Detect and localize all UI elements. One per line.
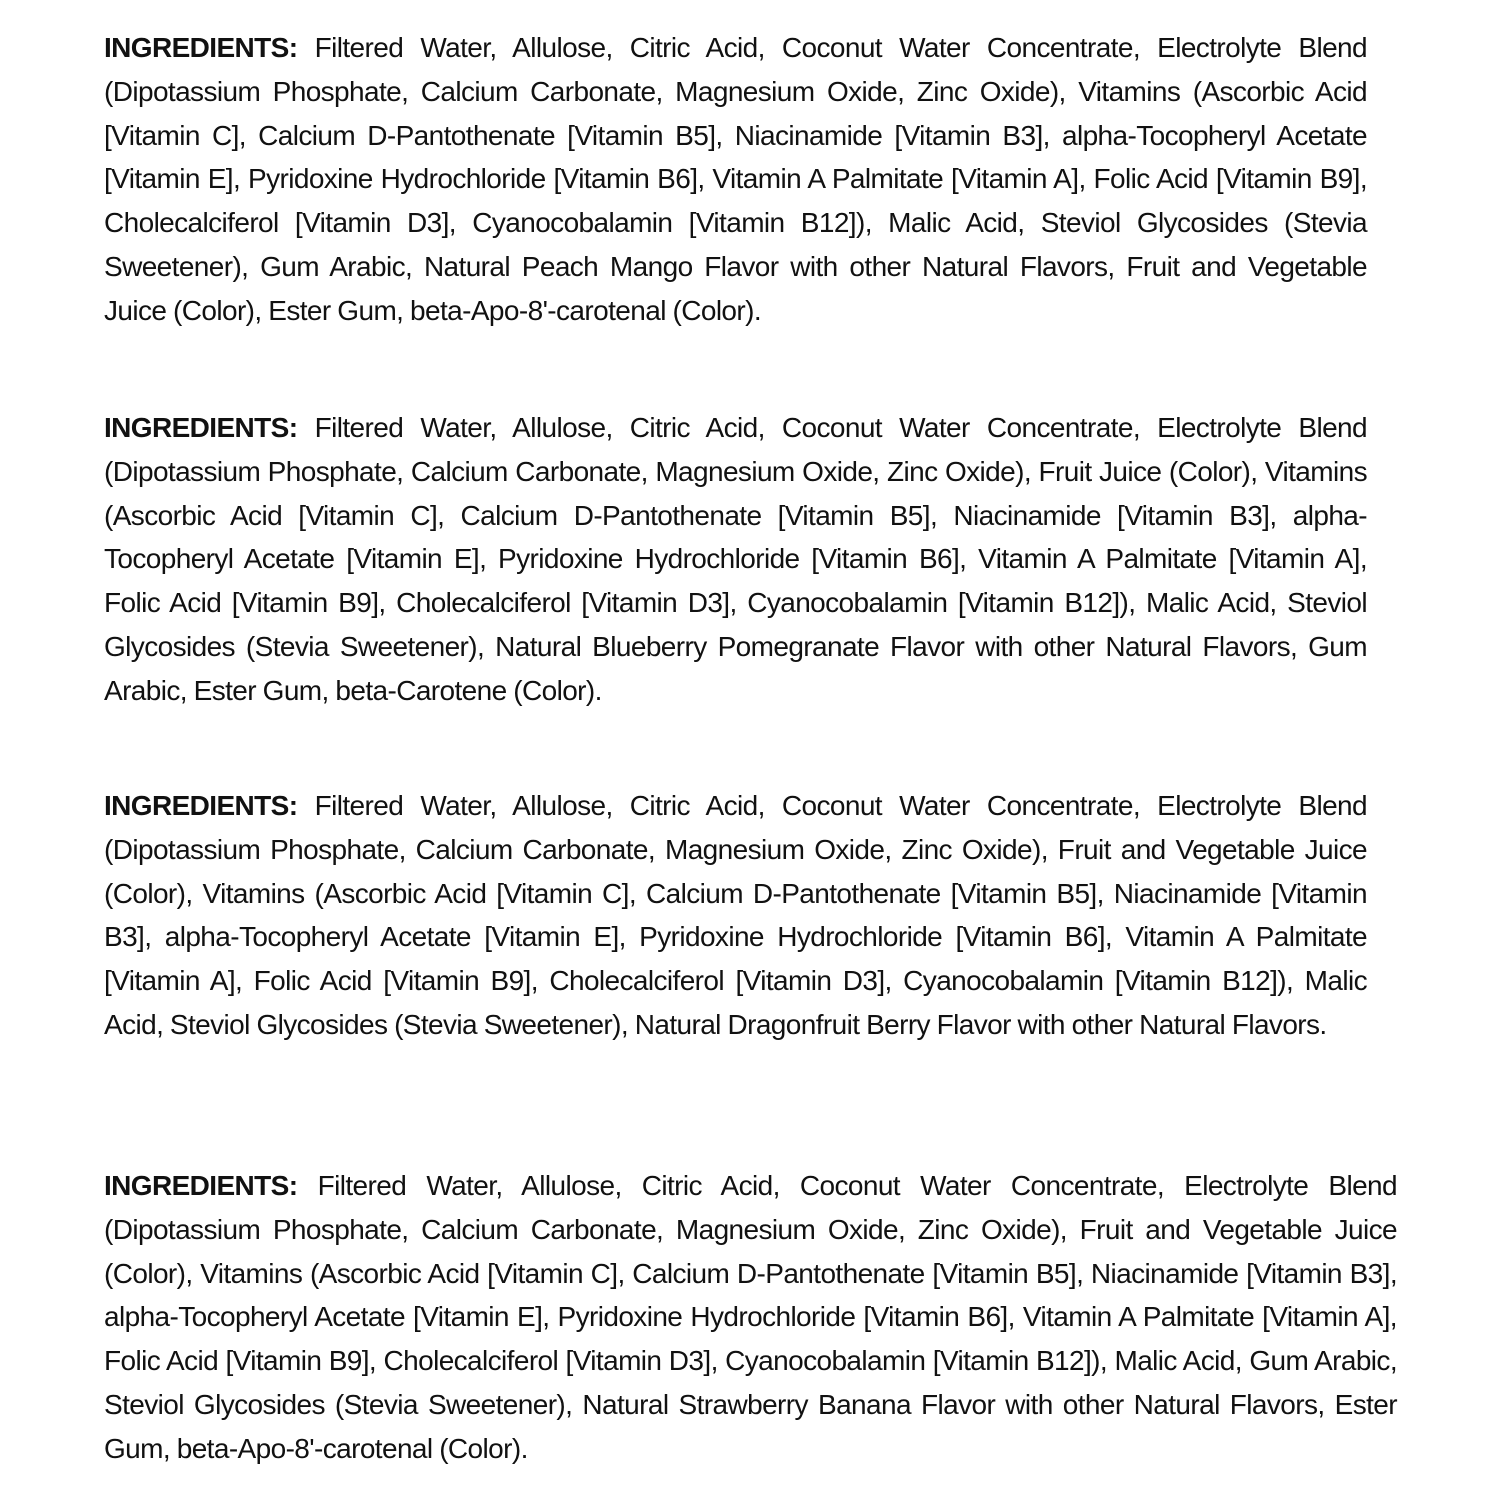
- ingredients-label: INGREDIENTS:: [104, 412, 298, 443]
- ingredients-list: Filtered Water, Allulose, Citric Acid, Coconut Water Concentrate, Electrolyte Blend (Dipotassium Phosphate, Calcium Carbonate, Magnesium Oxide, Zinc Oxide), Fruit and Vegetable Juice (Color), Vitamins (Ascorbic Acid [Vitamin C], Calcium D-Pantothenate [Vitamin B5], Niacinamide [Vitamin B3], alpha-Tocopheryl Acetate [Vitamin E], Pyridoxine Hydrochloride [Vitamin B6], Vitamin A Palmitate [Vitamin A], Folic Acid [Vitamin B9], Cholecalciferol [Vitamin D3], Cyanocobalamin [Vitamin B12]), Malic Acid, Steviol Glycosides (Stevia Sweetener), Natural Dragonfruit Berry Flavor with other Natural Flavors.: [104, 790, 1367, 1040]
- ingredients-list: Filtered Water, Allulose, Citric Acid, Coconut Water Concentrate, Electrolyte Blend (Dipotassium Phosphate, Calcium Carbonate, Magnesium Oxide, Zinc Oxide), Vitamins (Ascorbic Acid [Vitamin C], Calcium D-Pantothenate [Vitamin B5], Niacinamide [Vitamin B3], alpha-Tocopheryl Acetate [Vitamin E], Pyridoxine Hydrochloride [Vitamin B6], Vitamin A Palmitate [Vitamin A], Folic Acid [Vitamin B9], Cholecalciferol [Vitamin D3], Cyanocobalamin [Vitamin B12]), Malic Acid, Steviol Glycosides (Stevia Sweetener), Gum Arabic, Natural Peach Mango Flavor with other Natural Flavors, Fruit and Vegetable Juice (Color), Ester Gum, beta-Apo-8'-carotenal (Color).: [104, 32, 1367, 326]
- ingredients-list: Filtered Water, Allulose, Citric Acid, Coconut Water Concentrate, Electrolyte Blend (Dipotassium Phosphate, Calcium Carbonate, Magnesium Oxide, Zinc Oxide), Fruit and Vegetable Juice (Color), Vitamins (Ascorbic Acid [Vitamin C], Calcium D-Pantothenate [Vitamin B5], Niacinamide [Vitamin B3], alpha-Tocopheryl Acetate [Vitamin E], Pyridoxine Hydrochloride [Vitamin B6], Vitamin A Palmitate [Vitamin A], Folic Acid [Vitamin B9], Cholecalciferol [Vitamin D3], Cyanocobalamin [Vitamin B12]), Malic Acid, Gum Arabic, Steviol Glycosides (Stevia Sweetener), Natural Strawberry Banana Flavor with other Natural Flavors, Ester Gum, beta-Apo-8'-carotenal (Color).: [104, 1170, 1397, 1464]
- ingredients-label: INGREDIENTS:: [104, 1170, 298, 1201]
- ingredients-label: INGREDIENTS:: [104, 790, 298, 821]
- ingredients-block-4: [104, 1164, 1397, 1471]
- ingredients-block-1: [104, 26, 1367, 333]
- ingredients-list: Filtered Water, Allulose, Citric Acid, Coconut Water Concentrate, Electrolyte Blend (Dipotassium Phosphate, Calcium Carbonate, Magnesium Oxide, Zinc Oxide), Fruit Juice (Color), Vitamins (Ascorbic Acid [Vitamin C], Calcium D-Pantothenate [Vitamin B5], Niacinamide [Vitamin B3], alpha-Tocopheryl Acetate [Vitamin E], Pyridoxine Hydrochloride [Vitamin B6], Vitamin A Palmitate [Vitamin A], Folic Acid [Vitamin B9], Cholecalciferol [Vitamin D3], Cyanocobalamin [Vitamin B12]), Malic Acid, Steviol Glycosides (Stevia Sweetener), Natural Blueberry Pomegranate Flavor with other Natural Flavors, Gum Arabic, Ester Gum, beta-Carotene (Color).: [104, 412, 1367, 706]
- ingredients-label: INGREDIENTS:: [104, 32, 298, 63]
- ingredients-block-2: [104, 406, 1367, 713]
- ingredients-block-3: [104, 784, 1367, 1047]
